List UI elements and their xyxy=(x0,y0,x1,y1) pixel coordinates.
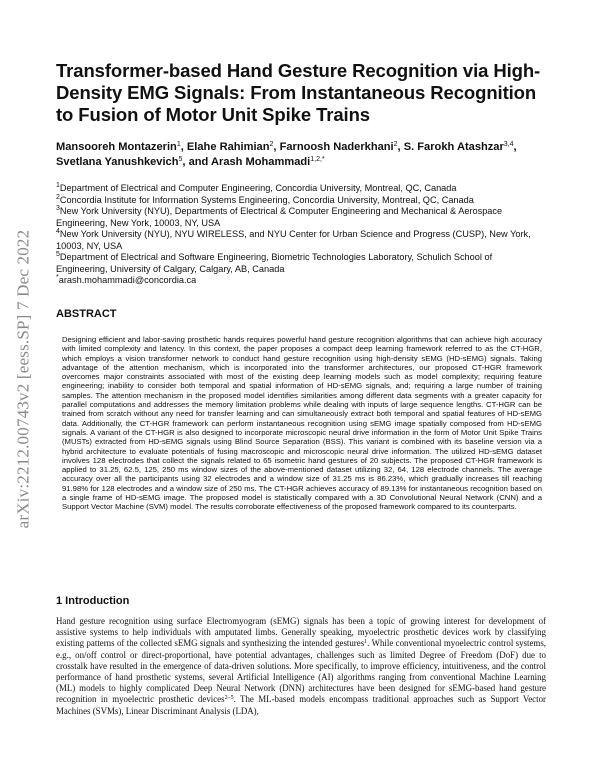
intro-text-2: . While conventional myoelectric control systems, e.g., on/off control or direct-proportional, have potential advantages, challenges such as limited Degree of Freedom (DoF) due to crosstalk have resulted in the emergence of data-driven solutions. More specifically, to improve efficiency, intuitiveness, and the control performance of hand prosthetic systems, several Artificial Intelligence (AI) algorithms ranging from conventional Machine Learning (ML) models to highly complicated Deep Neural Network (DNN) architectures have been designed for sEMG-based hand gesture recognition in myoelectric prosthetic devices xyxy=(56,638,546,705)
author-separator: , and xyxy=(182,155,211,168)
arxiv-identifier xyxy=(6,194,40,564)
affiliation-mark: * xyxy=(56,274,59,281)
author-affiliation-mark: 3,4 xyxy=(503,141,514,148)
paper-page xyxy=(56,0,546,716)
affiliation-item xyxy=(56,206,546,229)
affiliation-text: Department of Electrical and Computer Engineering, Concordia University, Montreal, QC, Canada xyxy=(59,183,457,193)
author-list xyxy=(56,140,546,169)
introduction-paragraph xyxy=(56,616,546,717)
author-affiliation-mark: 2 xyxy=(393,141,398,148)
intro-text-1: Hand gesture recognition using surface Electromyogram (sEMG) signals has been a topic of growing interest for development of assistive systems to help individuals with amputated limbs. Generally speaking, myoelectric prosthetic devices work by classifying existing patterns of the collected sEMG signals and synthesizing the intended gestures xyxy=(56,616,546,649)
affiliation-mark: 4 xyxy=(56,228,60,235)
affiliation-mark: 1 xyxy=(56,182,60,189)
author-name: Arash Mohammadi xyxy=(210,155,311,168)
author-name: Farnoosh Naderkhani xyxy=(279,141,394,153)
affiliation-item xyxy=(56,252,546,275)
paper-title: Transformer-based Hand Gesture Recognition via High-Density EMG Signals: From Instantaneous Recognition to Fusion of Motor Unit Spike Trains xyxy=(56,60,541,125)
author-name: Mansooreh Montazerin xyxy=(56,141,177,153)
author-affiliation-mark: 1,2,* xyxy=(310,155,325,163)
affiliation-item xyxy=(56,229,546,252)
affiliation-mark: 3 xyxy=(56,205,60,212)
introduction-heading: 1 Introduction xyxy=(56,595,130,607)
affiliation-text: New York University (NYU), NYU WIRELESS, and NYU Center for Urban Science and Progress (CUSP), New York, 10003, NY, USA xyxy=(56,229,531,251)
affiliation-mark: 2 xyxy=(56,193,60,201)
abstract-heading: ABSTRACT xyxy=(56,308,117,320)
affiliation-mark: 5 xyxy=(56,251,60,258)
affiliation-item xyxy=(56,183,546,195)
author-affiliation-mark: 5 xyxy=(178,155,183,163)
affiliation-text[interactable]: arash.mohammadi@concordia.ca xyxy=(58,275,197,285)
author-separator: , xyxy=(180,141,187,153)
intro-text-3: . The ML-based models encompass traditional approaches such as Support Vector Machines (SVMs), Linear Discriminant Analysis (LDA), xyxy=(56,694,546,716)
affiliation-text: Department of Electrical and Software Engineering, Biometric Technologies Laboratory, Schulich School of Engineering, University of Calgary, Calgary, AB, Canada xyxy=(56,252,493,274)
affiliation-text: Concordia Institute for Information Systems Engineering, Concordia University, Montreal, QC, Canada xyxy=(59,194,474,205)
citation-ref[interactable]: 2–5 xyxy=(224,695,234,702)
author-affiliation-mark: 2 xyxy=(269,141,274,148)
author-affiliation-mark: 1 xyxy=(176,141,181,148)
citation-ref[interactable]: 1 xyxy=(364,639,368,646)
author-separator: , xyxy=(273,141,280,153)
author-separator: , xyxy=(397,141,404,153)
author-name: Elahe Rahimian xyxy=(186,141,270,153)
affiliation-text: New York University (NYU), Departments of Electrical & Computer Engineering and Mechanical & Aerospace Engineering, New York, 10003, NY, USA xyxy=(56,206,503,228)
author-name: Svetlana Yanushkevich xyxy=(56,155,179,168)
affiliation-item xyxy=(56,275,546,287)
abstract-text: Designing efficient and labor-saving prosthetic hands requires powerful hand gesture recognition algorithms that can achieve high accuracy with limited complexity and latency. In this context, the paper proposes a compact deep learning framework referred to as the CT-HGR, which employs a vision transformer network to conduct hand gesture recognition using high-density sEMG (HD-sEMG) signals. Taking advantage of the attention mechanism, which is incorporated into the transformer architectures, our proposed CT-HGR framework overcomes major constraints associated with most of the existing deep learning models such as model complexity; requiring feature engineering; inability to consider both temporal and spatial information of HD-sEMG signals, and; requiring a large number of training samples. The attention mechanism in the proposed model identifies similarities among different data segments with a greater capacity for parallel computations and addresses the memory limitation problems while dealing with inputs of large sequence lengths. CT-HGR can be trained from scratch without any need for transfer learning and can simultaneously extract both temporal and spatial features of HD-sEMG data. Additionally, the CT-HGR framework can perform instantaneous recognition using sEMG image spatially composed from HD-sEMG signals. A variant of the CT-HGR is also designed to incorporate microscopic neural drive information in the form of Motor Unit Spike Trains (MUSTs) extracted from HD-sEMG signals using Blind Source Separation (BSS). This variant is combined with its baseline version via a hybrid architecture to evaluate potentials of fusing macroscopic and microscopic neural drive information. The utilized HD-sEMG dataset involves 128 electrodes that collect the signals related to 65 isometric hand gestures of 20 subjects. The proposed CT-HGR framework is applied to 31.25, 62.5, 125, 250 ms window sizes of the above-mentioned dataset utilizing 32, 64, 128 electrode channels. The average accuracy over all the participants using 32 electrodes and a window size of 31.25 ms is 86.23%, which gradually increases till reaching 91.98% for 128 electrodes and a window size of 250 ms. The CT-HGR achieves accuracy of 89.13% for instantaneous recognition based on a single frame of HD-sEMG image. The proposed model is statistically compared with a 3D Convolutional Neural Network (CNN) and a Support Vector Machine (SVM) model. The results corroborate effectiveness of the proposed framework compared to its counterparts. xyxy=(62,335,542,512)
author-separator: , xyxy=(513,141,517,153)
affiliation-item xyxy=(56,195,546,207)
affiliation-list xyxy=(56,183,546,287)
arxiv-id-text: arXiv:2212.00743v2 [eess.SP] 7 Dec 2022 xyxy=(13,229,32,529)
author-name: S. Farokh Atashzar xyxy=(403,141,504,153)
